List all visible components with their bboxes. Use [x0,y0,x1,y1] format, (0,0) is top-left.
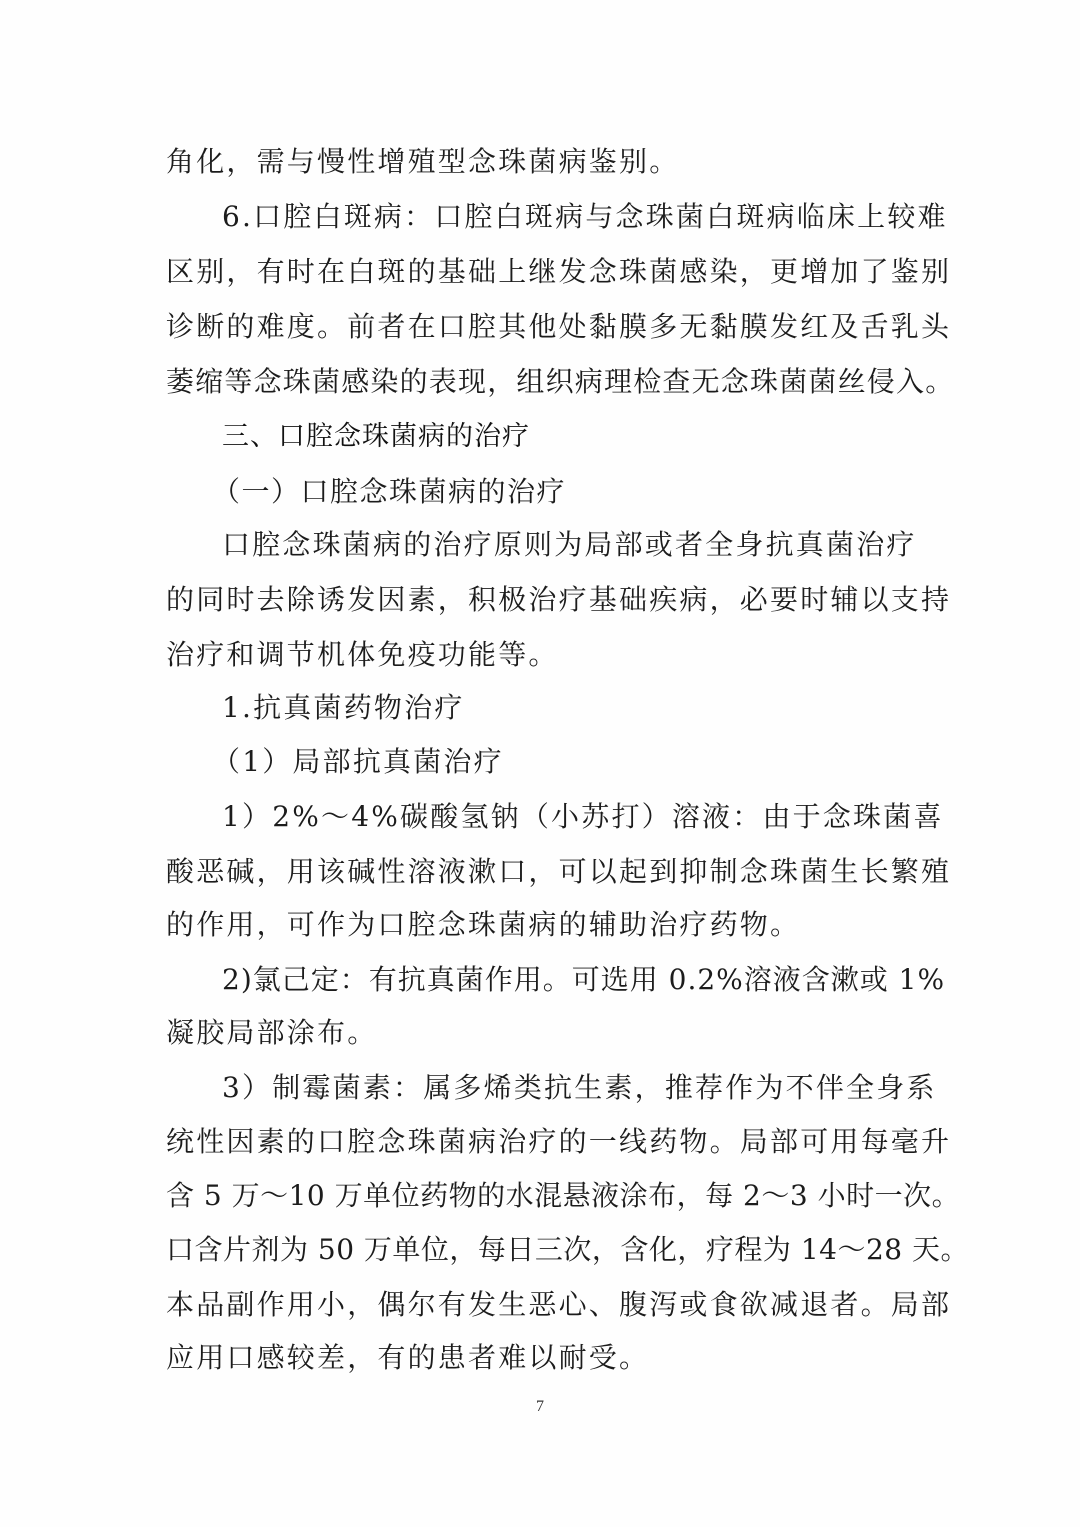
paragraph-line: 萎缩等念珠菌感染的表现，组织病理检查无念珠菌菌丝侵入。 [166,365,955,398]
paragraph-line: 3）制霉菌素：属多烯类抗生素，推荐作为不伴全身系 [222,1071,937,1104]
paragraph-line: 区别，有时在白斑的基础上继发念珠菌感染，更增加了鉴别 [166,255,952,288]
paragraph-line: 2)氯己定：有抗真菌作用。可选用 0.2%溶液含漱或 1% [222,963,946,996]
paragraph-line: 治疗和调节机体免疫功能等。 [166,638,559,671]
page-number: 7 [536,1398,544,1415]
paragraph-line: 的同时去除诱发因素，积极治疗基础疾病，必要时辅以支持 [166,583,952,616]
paragraph-line: 口含片剂为 50 万单位，每日三次，含化，疗程为 14～28 天。 [166,1233,969,1266]
paragraph-line: 统性因素的口腔念珠菌病治疗的一线药物。局部可用每毫升 [166,1125,952,1158]
list-subheading: （1）局部抗真菌治疗 [212,745,504,778]
paragraph-line: 1）2%～4%碳酸氢钠（小苏打）溶液：由于念珠菌喜 [222,800,944,833]
paragraph-line: 本品副作用小，偶尔有发生恶心、腹泻或食欲减退者。局部 [166,1288,952,1321]
paragraph-line: 酸恶碱，用该碱性溶液漱口，可以起到抑制念珠菌生长繁殖 [166,855,952,888]
paragraph-line: 凝胶局部涂布。 [166,1016,378,1049]
list-heading: 1.抗真菌药物治疗 [222,691,465,724]
paragraph-line: 角化，需与慢性增殖型念珠菌病鉴别。 [166,145,680,178]
paragraph-line: 6.口腔白斑病：口腔白斑病与念珠菌白斑病临床上较难 [222,200,948,233]
paragraph-line: 的作用，可作为口腔念珠菌病的辅助治疗药物。 [166,908,801,941]
subsection-heading: （一）口腔念珠菌病的治疗 [212,475,567,508]
section-heading: 三、口腔念珠菌病的治疗 [222,421,530,452]
paragraph-line: 诊断的难度。前者在口腔其他处黏膜多无黏膜发红及舌乳头 [166,310,952,343]
paragraph-line: 含 5 万～10 万单位药物的水混悬液涂布，每 2～3 小时一次。 [166,1179,961,1212]
paragraph-line: 应用口感较差，有的患者难以耐受。 [166,1341,650,1374]
paragraph-line: 口腔念珠菌病的治疗原则为局部或者全身抗真菌治疗 [222,528,917,561]
